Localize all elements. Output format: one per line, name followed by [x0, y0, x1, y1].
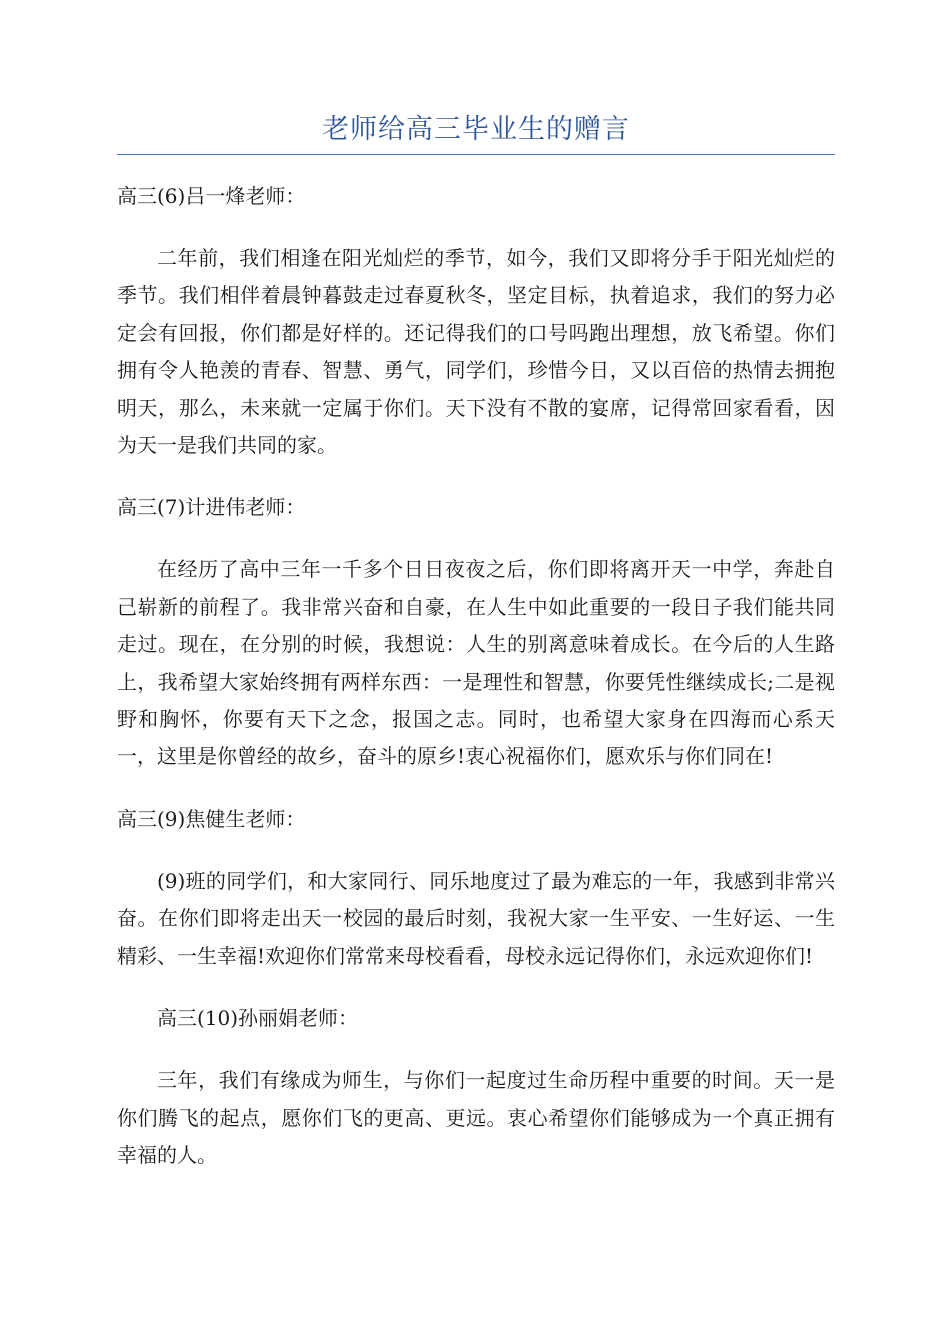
- section-body-10: 三年，我们有缘成为师生，与你们一起度过生命历程中重要的时间。天一是你们腾飞的起点，愿你们飞的更高、更远。衷心希望你们能够成为一个真正拥有幸福的人。: [117, 1068, 835, 1167]
- section-body-9: (9)班的同学们，和大家同行、同乐地度过了最为难忘的一年，我感到非常兴奋。在你们即将走出天一校园的最后时刻，我祝大家一生平安、一生好运、一生精彩、一生幸福!欢迎你们常常来母校看看，母校永远记得你们，永远欢迎你们!: [117, 868, 835, 968]
- section-heading-6: 高三(6)吕一烽老师：: [117, 184, 306, 208]
- section-heading-9: 高三(9)焦健生老师：: [117, 806, 306, 831]
- document-page: [117, 110, 835, 1174]
- section-heading-10: 高三(10)孙丽娟老师：: [157, 1006, 359, 1031]
- section-body-7: 在经历了高中三年一千多个日日夜夜之后，你们即将离开天一中学，奔赴自己崭新的前程了。我非常兴奋和自豪，在人生中如此重要的一段日子我们能共同走过。现在，在分别的时候，我想说：人生的别离意味着成长。在今后的人生路上，我希望大家始终拥有两样东西：一是理性和智慧，你要凭性继续成长;二是视野和胸怀，你要有天下之念，报国之志。同时，也希望大家身在四海而心系天一，这里是你曾经的故乡，奋斗的原乡!衷心祝福你们，愿欢乐与你们同在!: [117, 557, 835, 769]
- document-title: 老师给高三毕业生的赠言: [117, 110, 835, 155]
- section-heading-7: 高三(7)计进伟老师：: [117, 495, 306, 520]
- section-body-6: 二年前，我们相逢在阳光灿烂的季节，如今，我们又即将分手于阳光灿烂的季节。我们相伴着晨钟暮鼓走过春夏秋冬，坚定目标，执着追求，我们的努力必定会有回报，你们都是好样的。还记得我们的口号吗跑出理想，放飞希望。你们拥有令人艳羡的青春、智慧、勇气，同学们，珍惜今日，又以百倍的热情去拥抱明天，那么，未来就一定属于你们。天下没有不散的宴席，记得常回家看看，因为天一是我们共同的家。: [117, 246, 835, 458]
